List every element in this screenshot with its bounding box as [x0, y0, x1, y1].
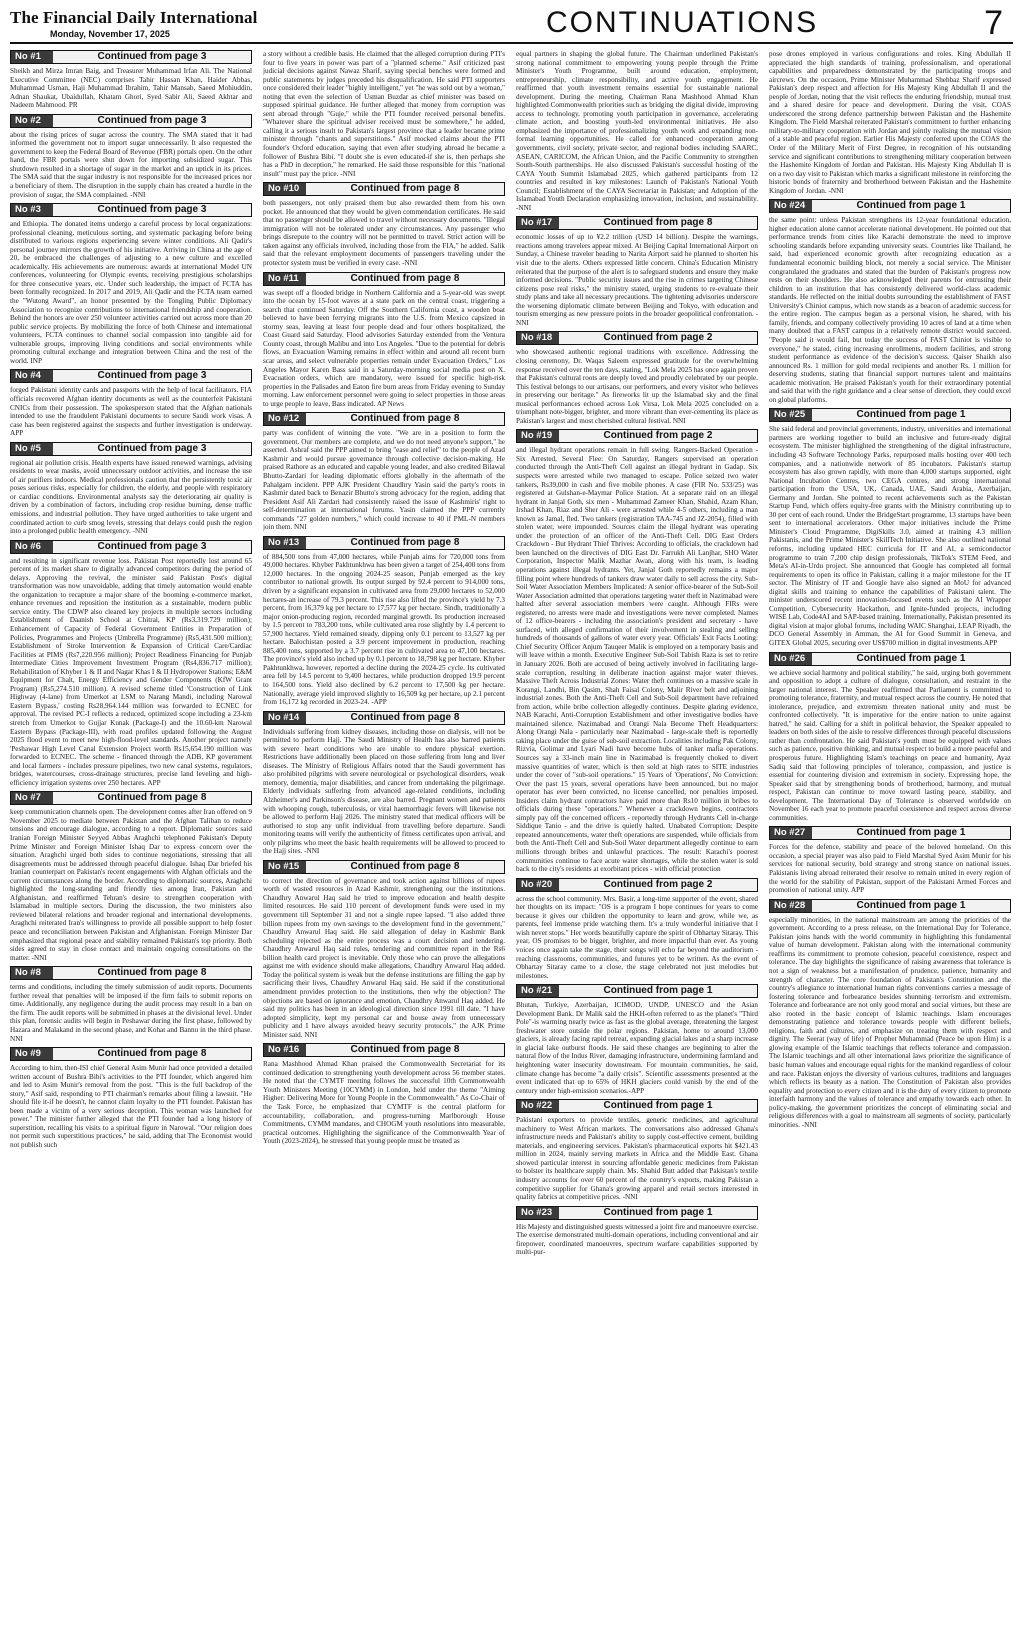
story-header — [10, 369, 252, 383]
story-text: economic losses of up to ¥2.2 trillion (USD 14 billion). Despite the warnings, reactions among travelers appear mixed. At Beijing Capital International Airport on Sunday, a Chinese traveler heading to Narita Airport said he planned to shorten his visit due to the alerts. Others expressed little concern. China's Education Ministry reiterated that the purpose of the alert is to safeguard students and ensure they make informed decisions. "Public security issues and the rise in crimes targeting Chinese citizens pose real risks," the ministry stated, urging students to re-evaluate their study plans and take all necessary precautions. The tightening advisories underscore the worsening diplomatic climate between Beijing and Tokyo, with education and tourism emerging as new pressure points in the broader geopolitical confrontation. -NNI — [516, 233, 758, 327]
continued-from-label: Continued from page 1 — [812, 653, 1010, 665]
story-number: No #19 — [517, 430, 559, 442]
story-number: No #21 — [517, 985, 559, 997]
story-text: was swept off a flooded bridge in Northern California and a 5-year-old was swept into the ocean by 15-foot waves at a state park on the central coast, triggering a search that continued Saturday. Off the Southern California coast, a wooden boat believed to have been ferrying migrants into the U.S. from Mexico capsized in stormy seas, leaving at least four people dead and four others hospitalized, the Coast Guard said Saturday. Flood advisories Saturday extended from the Ventura County coast, through Malibu and into Los Angeles. "Due to the potential for debris flows, an Evacuation Warning remains in effect within and around all recent burn scar areas, and select vulnerable properties remain under Evacuation Orders," Los Angeles Mayor Karen Bass said in a Saturday-morning social media post on X. Evacuation orders, which are mandatory, were issued for specific high-risk properties in the Palisades and Eaton fire burn areas from Friday evening to Sunday morning. Law enforcement personnel were going to select properties in those areas to urge people to leave, Bass indicated. AP News — [263, 288, 505, 408]
story-text: equal partners in shaping the global future. The Chairman underlined Pakistan's strong national commitment to empowering young people through the Prime Minister's Youth Programme, built around education, employment, entrepreneurship, climate responsibility, and active youth engagement. He reaffirmed that youth investment remains essential for sustainable national development. During the meeting, Chairman Rana Mashhood Ahmad Khan highlighted Commonwealth priorities such as bridging the digital divide, improving access to technology, promoting youth participation in governance, accelerating climate action, and boosting youth-led environmental initiatives. He also emphasized the importance of professionalizing youth work and expanding non-formal learning opportunities. He called for enhanced cooperation among governments, civil society, private sector, and regional bodies including SAARC, ASEAN, CARICOM, the African Union, and the Pacific Community to strengthen South-South partnerships. He also discussed Pakistan's successful hosting of the CAYA Youth Summit Islamabad 2025, which gathered participants from 12 countries and resulted in key milestones: Launch of Pakistan's National Youth Council; Establishment of the CAYA Secretariat in Pakistan; and Adoption of the Islamabad Youth Declaration emphasizing innovation, inclusion, and sustainability. -NNI — [516, 50, 758, 212]
continued-from-label: Continued from page 1 — [812, 409, 1010, 421]
continuation-story — [263, 182, 505, 267]
story-number: No #24 — [770, 200, 812, 212]
story-header — [769, 826, 1011, 840]
story-text: keep communication channels open. The development comes after Iran offered on 9 November 2025 to mediate between Pakistan and the Afghan Taliban to reduce tensions and encourage dialogue, according to a report. Diplomatic sources said Iranian Foreign Minister Seyyed Abbas Araghchi telephoned Pakistan's Deputy Prime Minister and Foreign Minister Ishaq Dar to express concern over the situation. Araghchi urged both sides to continue negotiations, stressing that all disagreements must be addressed through peaceful dialogue. Ishaq Dar briefed his Iranian counterpart on Pakistan's recent engagements with Afghan officials and the current circumstances along the border. According to diplomatic sources, Araghchi highlighted the long-standing and friendly ties among Iran, Pakistan and Afghanistan, and reaffirmed Tehran's desire to strengthen cooperation with Islamabad in multiple sectors. During the discussion, the two ministers also reviewed bilateral relations and broader regional and international developments. Araghchi reiterated Iran's willingness to provide all possible support to help foster peace and reconciliation between Pakistan and Afghanistan. Foreign Minister Dar emphasized that regional peace and stability remained Pakistan's top priority. Both sides agreed to stay in close contact and maintain ongoing consultations on the matter. -NNI — [10, 808, 252, 962]
story-text: party was confident of winning the vote. "We are in a position to form the government. Our members are complete, and we do not need anyone's support," he asserted. Ashraf said the PPP aimed to bring "ease and relief" to the people of Azad Kashmir and would pursue governance through collective decision-making. He praised Rathore as an educated and capable young leader, and also credited Bilawal Bhutto-Zardari for leading diplomatic efforts globally in the aftermath of the Pahalgam incident. PPP AJK President Chaudhry Yasin said the party's roots in Kashmir dated back to Benazir Bhutto's strong advocacy for the region, adding that President Asif Ali Zardari had consistently raised the issue of Kashmiris' right to self-determination at international forums. Yasin claimed the PPP currently commands "27 golden numbers," which could increase to 40 if PML-N members join them. NNI — [263, 429, 505, 532]
story-header — [263, 1043, 505, 1057]
story-text: across the school community. Mrs. Basir, a long-time supporter of the event, shared her thoughts on its impact: "OS is a program I hope continues for years to come because it gives our children the opportunity to learn and grow, while we, as parents, feel immense pride watching them. It's a truly wonderful initiative that I wish never stops." Her words beautifully capture the spirit of Obhartay Sitaray. This year, OS promises to be bigger, brighter, and more impactful than ever. As young voices once again take the stage, their songs will echo far beyond the auditorium - reaching classrooms, communities, and futures yet to be written. As the event of Obhartay Sitaray came to a close, the stage celebrated not just melodies but milestones. — [516, 894, 758, 980]
continued-from-label: Continued from page 3 — [53, 115, 251, 127]
story-text: She said federal and provincial governments, industry, universities and international partners are working together to build an inclusive and future-ready digital ecosystem. The minister highlighted the strengthening of the digital infrastructure, including 43 Software Technology Parks, repurposed malls hosting over 400 tech companies, and a nationwide network of 85 incubators. Pakistan's startup ecosystem has also grown rapidly, with more than 4,000 startups supported, eight National Incubation Centres, two CEGA centres, and strong international participation from the USA, UK, Canada, UAE, Saudi Arabia, Azerbaijan, Germany and Jordan. She pointed to recent achievements such as the Pakistan Startup Fund, which offers equity-free grants with the Ministry contributing up to 30 per cent of each round. Under the BridgeStart programme, 13 startups have been sent to international accelerators. Other major initiatives include the Prime Minister's Cloud Programme, DigiSkills 3.0, aimed at training 4.3 million Pakistanis, and the Prime Minister's SkillTech Initiative. She also outlined national reforms, including updated HEC curricula for IT and AI, a semiconductor programme to train 7,200 chip design professionals, TikTok's STEM Feed, and Meta's AI-in-Urdu project. She announced that Google has completed all formal requirements to open its office in Pakistan, calling it a major milestone for the IT sector. The Ministry of IT and Google have also signed an MoU for advanced digital skills and training to enhance the capabilities of Pakistani talent. The minister underscored recent innovation-focused events such as the AI Wrapper Competition, Cybersecurity Hackathon, and Ignite-funded projects, including WISE Lab, Code4AI and SAP-based training. Internationally, Pakistan presented its digital vision at major global forums, including WAIC Shanghai, LEAP Riyadh, the DCO General Assembly in Amman, the AI for Good Summit in Geneva, and GITEX Global 2025, securing over US$700 million in digital investments.APP — [769, 425, 1011, 647]
continuation-story — [516, 984, 758, 1095]
story-header — [769, 199, 1011, 213]
continued-from-label: Continued from page 3 — [53, 443, 251, 455]
continuation-story — [263, 412, 505, 532]
story-number: No #22 — [517, 1100, 559, 1112]
column-3 — [516, 50, 758, 1642]
continued-from-label: Continued from page 1 — [812, 200, 1010, 212]
story-number: No #11 — [264, 273, 306, 285]
story-text: Pakistani exporters to provide textiles, generic medicines, and agricultural machinery to West African markets. The conversations also addressed Ghana's infrastructure needs and Pakistan's ability to supply cost-effective cement, building materials, and engineering services. Pakistan's pharmaceutical exports hit $421.43 million in 2024, mainly serving markets in Africa and the Middle East. Ghana showed particular interest in sourcing affordable generic medicines from Pakistan to bolster its healthcare supply chain. Ms. Shahid Butt added that Pakistan's textile industry accounts for over 60 percent of the country's exports, making Pakistan a competitive supplier for Ghana's growing apparel and retail sectors interested in quality fabrics at competitive prices. -NNI — [516, 1116, 758, 1202]
continuation-story — [516, 1206, 758, 1257]
continuation-story — [263, 1043, 505, 1145]
story-text: especially minorities, in the national mainstream are among the priorities of the government. According to a press release, on the International Day for Tolerance, Pakistan joins hands with the world community in highlighting this fundamental value of human development. Pakistan along with the international community reaffirms its commitment to promote cohesion, peaceful coexistence, respect and tolerance. The day highlights the significance of raising awareness that tolerance is not a sign of weakness but a manifestation of prudence, patience, humanity and strength of character. The core foundation of Pakistan's Constitution and the country's allegiance to international human rights conventions carries a message of fostering tolerance and forbearance besides shunning terrorism and extremism. Tolerance and forbearance are not only good moral and social virtues, but these are also rooted in the basic concept of Islamic teachings. Islam encourages demonstrating patience and tolerance towards people with different beliefs, religions, faith and cultures, and emphasize on treating them with respect and dignity. The Seerat (way of life) of Prophet Muhammad (Peace be upon Him) is a glowing example of the Islamic teachings that reflects tolerance and compassion. The Islamic teachings and all other international laws prioritize the significance of basic human values and encourage equal rights for the mankind regardless of colour and race. Pakistan enjoys the diversity of various cultures, traditions and languages which reflects its beauty as a nation. The Constitution of Pakistan also provides equality and protection to every citizen and it is the duty of every citizen to promote interfaith harmony and the values of tolerance and empathy towards each other. In policy-making, the government prioritizes the concept of eliminating social and religious differences with a goal to mainstream all segments of society, particularly minorities. -NNI — [769, 915, 1011, 1129]
continued-from-label: Continued from page 3 — [53, 51, 251, 63]
continued-from-label: Continued from page 8 — [53, 967, 251, 979]
continuation-story — [10, 540, 252, 788]
continued-from-label: Continued from page 8 — [306, 413, 504, 425]
continuation-story — [10, 369, 252, 437]
continuation-story — [263, 536, 505, 707]
story-text: regional air pollution crisis. Health experts have issued renewed warnings, advising residents to wear masks, avoid unnecessary outdoor activities, and increase the use of air purifiers indoors. Medical professionals caution that the persistently toxic air poses serious risks, especially for children, the elderly, and people with respiratory or cardiac conditions. Environmental analysts say the deteriorating air quality is driven by a combination of factors, including crop residue burning, dense traffic emissions, and industrial pollution. They have urged authorities to take urgent and coordinated action to curb smog levels, stressing that delays could push the region into a prolonged public health emergency. -NNI — [10, 458, 252, 536]
continued-from-label: Continued from page 1 — [812, 900, 1010, 912]
story-header — [263, 272, 505, 286]
story-number: No #3 — [11, 204, 53, 216]
continuation-story — [10, 966, 252, 1043]
continued-from-label: Continued from page 8 — [306, 273, 504, 285]
story-number: No #10 — [264, 183, 306, 195]
continued-from-label: Continued from page 3 — [53, 370, 251, 382]
story-header — [769, 899, 1011, 913]
issue-date: Monday, November 17, 2025 — [50, 29, 170, 39]
story-header — [769, 408, 1011, 422]
story-text: pose drones employed in various configurations and roles. King Abdullah II appreciated the high standards of training, professionalism, and operational capabilities and preparedness demonstrated by the participating troops and aircrews. On the occasion, Prime Minister Muhammad Shehbaz Sharif expressed Pakistan's deep respect and affection for His Majesty King Abdullah II and the people of Jordan, noting that the visit reflects the enduring friendship, mutual trust and a shared desire for peace and development. During the visit, COAS underscored the strong defence partnership between Pakistan and the Hashemite Kingdom. The Field Marshal reiterated Pakistan's commitment to further enhancing military-to-military cooperation with Jordan and jointly realising the mutual vision of a stable and peaceful region. Earlier His Majesty conferred upon the COAS the Order of the Military Merit of First Degree, in recognition of his outstanding service and significant contributions to strengthening military cooperation between the Hashemite Kingdom of Jordan and Pakistan. His Majesty King Abdullah II is on a two day visit to Pakistan which marks a significant milestone in reinforcing the historic bonds of fraternity and brotherhood between Pakistan and the Hashemite Kingdom of Jordan. -NNI — [769, 50, 1011, 195]
continued-from-label: Continued from page 8 — [306, 183, 504, 195]
story-number: No #5 — [11, 443, 53, 455]
story-header — [10, 114, 252, 128]
story-number: No #28 — [770, 900, 812, 912]
story-header — [516, 1099, 758, 1113]
story-header — [10, 540, 252, 554]
continued-from-label: Continued from page 2 — [559, 879, 757, 891]
story-number: No #12 — [264, 413, 306, 425]
continued-from-label: Continued from page 8 — [306, 861, 504, 873]
story-text: who showcased authentic regional traditions with excellence. Addressing the closing ceremony, Dr. Waqas Saleem expressed gratitude for the overwhelming response received over the ten days, stating, "Lok Mela 2025 has once again proven that Pakistan's cultural roots are deeply loved and proudly celebrated by our people. This festival belongs to our artisans, our performers, and every visitor who believes in preserving our heritage." As fireworks lit up the Islamabad sky and the final musical performances echoed across Lok Virsa, Lok Mela 2025 concluded on a triumphant note-bigger, brighter, and more vibrant than ever-cementing its place as Pakistan's largest and most cherished cultural festival. NNI — [516, 348, 758, 425]
story-number: No #9 — [11, 1048, 53, 1060]
continuation-story — [516, 429, 758, 873]
continuation-story — [10, 203, 252, 365]
continuation-story — [516, 878, 758, 980]
story-header — [10, 50, 252, 64]
masthead — [10, 6, 1013, 46]
continued-from-label: Continued from page 1 — [559, 985, 757, 997]
masthead-rule — [10, 42, 1013, 44]
continuation-story — [769, 50, 1011, 195]
story-text: about the rising prices of sugar across the country. The SMA stated that it had informed the government not to import sugar unnecessarily. It also requested the government to keep the Federal Board of Revenue (FBR) portals open. On the other hand, the FBR portals were shut down for importing subsidized sugar. This shutdown resulted in a shortage of sugar in the market and an uptick in its prices. The SMA said that the sugar industry is not responsible for the increased prices nor a beneficiary of them. The disruption in the supply chain has created a hurdle in the provision of sugar, the SMA complained. -NNI — [10, 130, 252, 199]
continued-from-label: Continued from page 8 — [559, 217, 757, 229]
story-text: to correct the direction of governance and took action against billions of rupees worth of wasted resources in Azad Kashmir, strengthening our the institutions. Chaudhry Anwarul Haq said he tried to improve education and health despite limited resources. He said 110 percent of development funds were used in my government till September 31 and not a single rupee lapsed. "I also added three billion rupees from my own savings to the development fund in the government," Chaudhry Anwarul Haq said. He said allegation of delay in Kashmir Bank scheduling rejected as the entire process was a court decision and tendering. Chaudhry Anwarul Haq said rules, tendering and committee report in the Rs6 billion health card project is inevitable. Only those who can prove the allegations against me with evidence should make allegations, Chaudhry Anwarul Haq added. Today the political system is weak but the defense institutions are filling the gap by sacrificing their lives, Chaudhry Anwarul Haq said. He said if the constitutional amendment provides protection to the institutions, then why the objection? The objections are based on ignorance and emotion, Chaudhry Anwarul Haq added. He said my politics has been in an ideological direction since 1991 till date. "I have adopted simplicity, kept my personal car and house away from unnecessary publicity and I have always avoided heavy security protocols," the AJK Prime Minister said. NNI — [263, 876, 505, 1039]
newspaper-name: The Financial Daily International — [10, 8, 258, 27]
continuation-story — [10, 50, 252, 110]
story-number: No #20 — [517, 879, 559, 891]
continuation-story — [769, 199, 1011, 404]
story-text: Rana Mashhood Ahmad Khan praised the Commonwealth Secretariat for its continued dedication to strengthening youth development across 56 member states. He noted that the CYMTF meeting follows the successful 10th Commonwealth Youth Ministers Meeting (10CYMM) in London, held under the theme "Aiming Higher: Delivering More for Young People in the Commonwealth." As Co-Chair of the Task Force, he emphasized that CYMTF is the central platform for accountability, collaboration, and progress-turning Marlborough House Commitments, CYMM mandates, and CHOGM youth resolutions into measurable, practical outcomes. Highlighting the significance of the Commonwealth Year of Youth (2023-2024), he stressed that young people must be treated as — [263, 1060, 505, 1146]
story-number: No #8 — [11, 967, 53, 979]
story-header — [263, 182, 505, 196]
story-header — [769, 652, 1011, 666]
continued-from-label: Continued from page 2 — [559, 332, 757, 344]
story-text: According to him, then-ISI chief General Asim Munir had once provided a detailed written account of Bushra Bibi's activities to the PTI founder, which angered him and led to Asim Munir's removal from the post. "This is the full backdrop of the story," Asif said, responding to PTI chairman's remarks about filing a lawsuit. "He should file it-if he doesn't, he cannot claim loyalty to the PTI founder. Pakistan has been made a victim of a very serious deception. This woman was launched for power." The minister further alleged that the PTI founder had a long history of superstition, recalling his visits to a spiritual figure in Narowal. "Our religion does not permit such superstitious practices," he said, adding that The Economist would not publish such — [10, 1064, 252, 1149]
continuation-story — [10, 1047, 252, 1149]
story-number: No #16 — [264, 1044, 306, 1056]
story-text: Sheikh and Mirza Imran Baig, and Treasurer Muhammad Irfan Ali. The National Executive Committee (NEC) comprises Tahir Hassan Khan, Haider Abbas, Muhammad Usman, Haji Muhammad Ibrahim, Tahir Mansab, Saeed Mohiuddin, Adnan Shaukat, Ubaidullah, Khatam Ghori, Syed Sabir Ali, Saeed Akhtar and Nadeem Mahmood. PR — [10, 67, 252, 110]
story-number: No #2 — [11, 115, 53, 127]
column-4 — [769, 50, 1011, 1642]
continued-from-label: Continued from page 8 — [306, 537, 504, 549]
continuation-story — [263, 272, 505, 409]
story-text: His Majesty and distinguished guests witnessed a joint fire and manoeuvre exercise. The exercise demonstrated multi-domain operations, including conventional and air firepower, coordinated manoeuvres, spectrum warfare capabilities supported by multi-pur- — [516, 1222, 758, 1257]
continuation-story — [10, 791, 252, 962]
story-number: No #17 — [517, 217, 559, 229]
continued-from-label: Continued from page 1 — [559, 1207, 757, 1219]
story-number: No #15 — [264, 861, 306, 873]
story-header — [10, 791, 252, 805]
story-text: of 884,500 tons from 47,000 hectares, while Punjab aims for 720,000 tons from 49,000 hectares. Khyber Pakhtunkhwa has been given a target of 254,400 tons from 12,000 hectares. In the ongoing 2024-25 season, Punjab emerged as the key contributor to national growth. Its output surged by 92.4 percent to 914,000 tons, driven by a significant expansion in cultivated area from 29,000 hectares to 52,000 hectares-an increase of 79.3 percent. This rise also lifted the province's yield by 7.3 percent, from 16,379 kg per hectare to 17,577 kg per hectare. Sindh, traditionally a major onion-producing region, recorded marginal growth. Its production increased by 1.5 percent to 783,200 tons, while cultivated area rose slightly by 1.4 percent to 57,900 hectares. Yield remained steady, dipping only 0.1 percent to 13,527 kg per hectare. Balochistan posted a 3.9 percent improvement in production, reaching 885,400 tons, supported by a 3.7 percent rise in cultivated area to 47,100 hectares. The province's yield also inched up by 0.1 percent to 18,798 kg per hectare. Khyber Pakhtunkhwa, however, reported a decline during the 2024-25 cycle. Its cultivated area fell by 14.5 percent to 9,400 hectares, while production dropped 19.9 percent to 164,500 tons. Yield also declined by 6.2 percent to 17,500 kg per hectare. Nationally, average yield improved slightly to 16,509 kg per hectare, up 2.1 percent from 16,172 kg recorded in 2023-24. -APP — [263, 552, 505, 707]
story-number: No #14 — [264, 712, 306, 724]
story-text: and illegal hydrant operations remain in full swing. Rangers-Backed Operation - Six Arrested, Several Flee: On Saturday, Rangers supervised an operation conducted through the Anti-Theft Cell against an illegal hydrant in Gadap. Six suspects were arrested while two managed to escape. Police seized two water tankers, Rs39,000 in cash and five mobile phones. A case (FIR No. 533/25) was registered at Gulshan-e-Maymar Police Station. At a separate raid on an illegal hydrant in Janjal Goth, six men - Muhammad Zameer Khan, Shahid, Azam Khan, Irshad Khan, Riaz and Sher Ali - were arrested while 4-5 others, including a man known as Jamal, fled. Two tankers (registration TAA-745 and JZ-2054), filled with stolen water, were impounded. Sources claim the illegal hydrant was operating under the protection of an officer of the Anti-Theft Cell. DIG East Orders Crackdown - But Hydrant Thief Thrives: According to officials, the crackdown had been launched on the directives of DIG East Dr. Farrukh Ali Lanjhar, SHO Water Corporation, Inspector Malik Mazhar Awan, along with his team, is leading operations against illegal hydrants. Yet, Janjal Goth reportedly remains a major filling point where hundreds of tankers draw water daily to sell across the city. Sub-Soil Water Association Members Implicated: A senior office-bearer of the Sub-Soil Water Association admitted that operations targeting water theft in Nazimabad were halted after several association members were caught. Although FIRs were registered, no arrests were made and investigations were never completed. Names of 12 office-bearers - including the association's president and secretary - have surfaced, with alleged confirmation of their involvement in stealing and selling hundreds of thousands of gallons of water every year. Officials' Exit Facts Looting: Chief Security Officer Anjum Tauqeer Malik is employed on a temporary basis and will leave within a month. Executive Engineer Sub-Soil Tabish Raza is set to retire in January 2026. Both are accused of being actively involved in facilitating large-scale corruption, resulting in deliberate inaction against major water thieves. Massive Theft Across Industrial Zones: Water theft continues on a massive scale in Korangi, Landhi, Bin Qasim, Shah Faisal Colony, Malir River belt and adjoining industrial zones. Both the Anti-Theft Cell and Sub-Soil department have refrained from action, while bribe collection allegedly continues. Despite glaring evidence, NAB Karachi, Anti-Corruption Establishment and other investigative bodies have maintained silence. Nazimabad and Orangi Nala Become Theft Headquarters: Along Orangi Nala - particularly near Nazimabad - large-scale theft is reportedly taking place under the guise of sub-soil extraction. Localities including Pak Colony, Rizvia, Golimar and Lyari Nadi have become hubs of tanker mafia operations. Sources say a 33-inch main line in Nazimabad is frequently choked to divert massive quantities of water, which is then sold at high rates to SITE industries under the cover of "sub-soil operations." 15 Years of 'Operations', No Conviction: Over the past 15 years, several operations have been announced, but no major operator has ever been convicted, no license cancelled, nor penalties imposed. Insiders claim hydrant contractors have paid more than Rs10 million in bribes to officials during these "operations." Whenever a crackdown begins, contractors simply pay off the concerned officers - reportedly through Hydrants Cell in-charge Siddique Tanio - and the drive is quietly halted. Unabated Corruption: Despite repeated announcements, water theft operations are suspended, while officials from both the Anti-Theft Cell and Sub-Soil Water department allegedly continue to earn millions through bribes and unlawful practices. The result: Karachi's poorest communities continue to face acute water shortages, while the stolen water is sold back to the city's residents at exorbitant prices - with official protection — [516, 446, 758, 874]
section-title: CONTINUATIONS — [546, 6, 819, 39]
story-header — [516, 984, 758, 998]
continued-from-label: Continued from page 8 — [306, 1044, 504, 1056]
story-text: both passengers, not only praised them but also rewarded them from his own pocket. He announced that they would be given commendation certificates. He said that no passenger should be allowed to travel without necessary documents. "Illegal immigration will not be tolerated under any circumstances. Any passenger who brings disrepute to the country will not be permitted to travel. Strict action will be taken against any officials involved, including those from the FIA," he added. Salik said that the relevant employment documents of passengers traveling under the protector system must be verified in every case. -NNI — [263, 199, 505, 268]
story-text: the same point: unless Pakistan strengthens its 12-year foundational education, higher education alone cannot accelerate national development. He pointed out that performance trends from cities like Karachi demonstrate the need to improve schooling standards before expanding university seats. Countries like Thailand, he said, had experienced economic growth after recognizing education as a fundamental economic building block, not merely a social service. The Minister congratulated the graduates and stated that the burden of Pakistan's progress now rests on their shoulders. He also acknowledged their parents for entrusting their children to an institution that has consistently delivered world-class academic standards. He reflected on the initial doubts surrounding the establishment of FAST University's Chiniot campus, which now stands as a beacon of academic success for the entire region. The campus began as a personal vision, he shared, with his family, friends, and company collectively providing 10 acres of land at a time when many doubted that a FAST campus in a relatively remote district would succeed. "People said it would fail, but today the success of FAST Chiniot is visible to everyone," he stated, citing increasing enrollments, modern facilities, and strong student performance as evidence of the decision's success. Qaiser Shaikh also announced Rs. 1 million for gold medal recipients and another Rs. 1 million for deserving students, stating that financial support nurtures talent and maintains academic motivation. He praised Pakistan's youth for their extraordinary potential and said that with the right guidance and a clear sense of direction, they could excel on global platforms. — [769, 216, 1011, 404]
story-text: Individuals suffering from kidney diseases, including those on dialysis, will not be permitted to perform Hajj. The Saudi Ministry of Health has also barred patients with severe heart conditions who are unable to endure physical exertion. Restrictions have additionally been placed on those suffering from lung and liver diseases. The Ministry of Religious Affairs noted that the Saudi government has also prohibited pilgrims with severe neurological or psychological disorders, weak memory, dementia, major disabilities, and cancer from undertaking the pilgrimage. Elderly individuals suffering from advanced age-related conditions, including Alzheimer's and Parkinson's disease, are also barred. Pregnant women and patients with whooping cough, tuberculosis, or viral haemorrhagic fevers will likewise not be allowed to perform Hajj 2026. The ministry stated that medical officers will be authorised to stop any unfit individual from travelling before departure. Saudi monitoring teams will verify the authenticity of fitness certificates upon arrival, and only pilgrims who meet the basic health requirements will be allowed to proceed to the Hajj sites. -NNI — [263, 727, 505, 856]
continuations-columns — [10, 50, 1013, 1642]
story-header — [263, 860, 505, 874]
continued-from-label: Continued from page 1 — [812, 827, 1010, 839]
story-text: Bhutan, Turkiye, Azerbaijan, ICIMOD, UNDP, UNESCO and the Asian Development Bank. Dr Malik said the HKH-often referred to as the planet's "Third Pole"-is warming nearly twice as fast as the global average, threatening the largest freshwater store outside the polar regions. Pakistan, home to around 13,000 glaciers, is already facing rapid retreat, expanding glacial lakes and a sharp increase in glacial lake outburst floods. He said these changes are beginning to alter the natural flow of the Indus River, damaging infrastructure, undermining farmland and heightening water insecurity downstream. For mountain communities, he said, climate change has become "a daily crisis". Scientific assessments presented at the event indicated that up to 65% of HKH glaciers could vanish by the end of the century under high-emission scenarios.-APP — [516, 1001, 758, 1095]
story-number: No #6 — [11, 541, 53, 553]
story-header — [516, 878, 758, 892]
story-header — [516, 331, 758, 345]
continuation-story — [769, 652, 1011, 823]
story-number: No #25 — [770, 409, 812, 421]
story-header — [10, 442, 252, 456]
story-number: No #1 — [11, 51, 53, 63]
story-text: Forces for the defence, stability and peace of the beloved homeland. On this occasion, a special prayer was also paid to Field Marshal Syed Asim Munir for his services for national security, bold strategy and strong stance on national issues. Pakistanis living abroad reiterated their resolve to remain united in every region of the world for the stability of Pakistan, support of the Pakistani Armed Forces and promotion of national unity. APP — [769, 843, 1011, 895]
continued-from-label: Continued from page 8 — [306, 712, 504, 724]
story-header — [516, 429, 758, 443]
continuation-story — [10, 442, 252, 536]
continued-from-label: Continued from page 8 — [53, 1048, 251, 1060]
continuation-story — [769, 408, 1011, 647]
continuation-story — [769, 826, 1011, 894]
story-text: and resulting in significant revenue loss. Pakistan Post reportedly lost around 65 percent of its market share to digitally advanced competitors during the period of delays. Approving the revival, the minister said Pakistan Post's digital transformation was now unavoidable, adding that timely automation would enable the organization to recapture a major share of the booming e-commerce market, enhance revenues and reposition the institution as a sustainable, modern public service entity. The CDWP also cleared key projects in multiple sectors including Establishment of Daanish School at Chitral, KP (Rs3,319.729 million); Enhancement of Capacity of Federal Government Entities in Preparation of Policies, Programmes and Projects (Umbrella Programme) (Rs5,431.500 million); Establishment of Stroke Intervention & Expansion of Critical Care/Cardiac Facilities at PIMS (Rs7,220.956 million); Project Readiness Financing for Punjab Intermediate Cities Improvement Investment Program (Rs4,836.717 million); Rehabilitation of Khyber 1 & II and Nagar Khas I & II Hydropower Stations; E&M Equipment for Chalt, Energy Efficiency and Gender Components (KfW Grant Program) (Rs5,274.510 million). A revised scheme titled 'Construction of Link Highway (4-lane) from Umerkot at LSM to Narang Mandi, including Narowal Eastern Bypass,' costing Rs28,964.144 million was forwarded to ECNEC for approval. The revised PC-I reflects a reduced, optimized scope including a 23-km stretch from Umerkot to Gujjar Kunak (Package-I) and the 10.60-km Narowal Eastern Bypass (Package-III), with road profiles updated following the August 2025 flood event to meet new high-flood-level standards. Another project namely 'Peshawar High Level Canal Extension Project worth Rs15,654.190 million was forwarded to ECNEC. The scheme - financed through the ADB, KP government and local farmers - includes pressure pipelines, two new canal systems, regulators, bridges, watercourses, cross-drainage structures, precise land leveling and high-efficiency irrigation systems over 250 hectares. APP — [10, 556, 252, 787]
continued-from-label: Continued from page 8 — [53, 792, 251, 804]
continued-from-label: Continued from page 3 — [53, 204, 251, 216]
story-header — [263, 536, 505, 550]
story-header — [263, 412, 505, 426]
story-text: and Ethiopia. The donated items undergo a careful process by local organizations: professional cleaning, meticulous sorting, and systematic packaging before being distributed to various regions experiencing severe winter conditions. Ali Qadir's personal journey mirrors the growth of his initiative. Arriving in China at the age of 20, he embraced the challenges of adjusting to a new culture and excelled academically. His achievements are numerous: awards at international Model UN conferences, volunteering for Olympic events, receiving prestigious scholarships for three consecutive years, etc. Under such leadership, the impact of FCTA has been formally recognized. In 2017 and 2019, Ali Qadir and the FCTA team earned the "Wutong Award", an honor presented by the Tongling Public Diplomacy Association to recognize contributions to international friendship and cooperation. Behind the honors are over 250 volunteer activities carried out across more than 20 public service projects. By mobilizing the force of both Chinese and international volunteers, FCTA continues to channel social compassion into tangible aid for vulnerable groups, improving living conditions and social environments while promoting cultural exchange and integration between China and the rest of the world. INP — [10, 220, 252, 365]
story-text: we achieve social harmony and political stability," he said, urging both government and opposition to adopt a culture of dialogue, consultation, and restraint in the larger national interest. The Speaker reaffirmed that Parliament is committed to promoting tolerance, fraternity, and mutual respect across the country. He noted that intolerance, prejudice, and extremism threaten national unity and must be confronted collectively. "It is imperative for the entire nation to unite against hatred," he said. Calling for a shift in political behavior, the Speaker appealed to leaders on both sides of the aisle to resolve differences through peaceful discussions rather than confrontation. He said Pakistan's youth must be equipped with values such as patience, positive thinking, and mutual respect to build a more peaceful and prosperous future. Highlighting Islam's teachings on peace and humanity, Ayaz Sadiq said that following principles of tolerance, compassion, and justice is essential for countering division and extremism in society. Expressing hope, the Speaker said that by strengthening bonds of brotherhood, harmony, and mutual respect, Pakistan can continue to move toward lasting peace, stability, and development. The International Day of Tolerance is observed worldwide on November 16 each year to promote peaceful coexistence and respect across diverse communities. — [769, 668, 1011, 822]
story-text: a story without a credible basis. He claimed that the alleged corruption during PTI's four to five years in power was part of a "planned scheme." Asif criticized past judicial decisions against Nawaz Sharif, saying special benches were formed and public statements by judges preceded his disqualification. He said PTI supporters once considered their leader "highly intelligent," yet "he was sold out by a woman," noting that even the selection of Usman Buzdar as chief minister was based on supposed spiritual guidance. He further alleged that money from corruption was sent abroad through "Guje," while the PTI founder received personal benefits. "Whatever share the spiritual adviser received must be somewhere," he added, calling it a serious insult to Pakistan's largest province that a leader became prime minister through "chants and superstitions." Asif mocked claims about the PTI founder's Oxford education, saying that even after studying abroad he became a follower of Bushra Bibi. "I doubt she is even educated-if she is, then perhaps she has a PhD in deception," he remarked. He said those responsible for this "national insult" must pay the price. -NNI — [263, 50, 505, 178]
column-2 — [263, 50, 505, 1642]
continued-from-label: Continued from page 3 — [53, 541, 251, 553]
story-header — [516, 216, 758, 230]
continuation-story — [516, 216, 758, 327]
continuation-story — [263, 711, 505, 856]
column-1 — [10, 50, 252, 1642]
page-number: 7 — [984, 4, 1003, 42]
story-number: No #26 — [770, 653, 812, 665]
continuation-story — [516, 50, 758, 212]
continuation-story — [10, 114, 252, 199]
story-number: No #7 — [11, 792, 53, 804]
story-number: No #4 — [11, 370, 53, 382]
continuation-story — [516, 331, 758, 425]
continuation-story — [263, 860, 505, 1039]
story-header — [263, 711, 505, 725]
story-number: No #27 — [770, 827, 812, 839]
continued-from-label: Continued from page 2 — [559, 430, 757, 442]
story-header — [10, 203, 252, 217]
story-text: forged Pakistani identity cards and passports with the help of local facilitators. FIA officials recovered Afghan identity documents as well as the counterfeit Pakistani CNICs from their possession. The spokesperson stated that the Afghan nationals intended to use the fraudulent Pakistani documents to secure Saudi work visas. A case has been registered against the suspects and further investigation is underway. APP — [10, 386, 252, 438]
story-number: No #23 — [517, 1207, 559, 1219]
story-header — [10, 966, 252, 980]
story-text: terms and conditions, including the timely submission of audit reports. Documents further reveal that penalties will be imposed if the firm fails to submit reports on time. Additionally, any negligence during the audit process may result in a ban on the firm. The audit reports will be submitted in phases at the divisional level. Under this plan, forensic audits will begin in Peshawar during the first phase, followed by Hazara and Malakand in the second phase, and Kohat and Bannu in the third phase. NNI — [10, 983, 252, 1043]
continuation-story — [263, 50, 505, 178]
story-header — [516, 1206, 758, 1220]
story-header — [10, 1047, 252, 1061]
story-number: No #18 — [517, 332, 559, 344]
continued-from-label: Continued from page 1 — [559, 1100, 757, 1112]
story-number: No #13 — [264, 537, 306, 549]
continuation-story — [769, 899, 1011, 1130]
continuation-story — [516, 1099, 758, 1201]
